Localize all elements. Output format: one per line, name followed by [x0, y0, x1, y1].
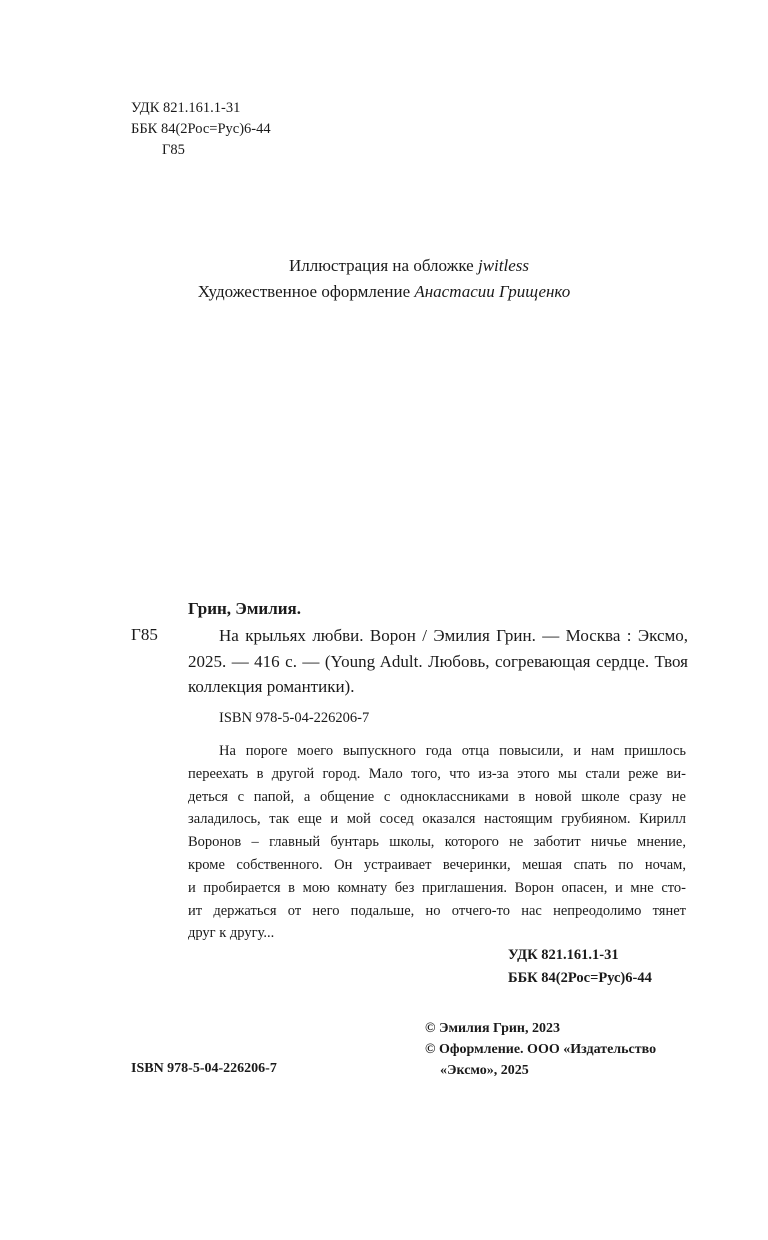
illustration-credit [0, 253, 768, 279]
illustration-label: Иллюстрация на обложке [288, 256, 474, 275]
copyright-author: © Эмилия Грин, 2023 [425, 1021, 560, 1036]
copyright-design-cont: «Эксмо», 2025 [440, 1063, 529, 1078]
record-author-sign: Г85 [131, 625, 158, 644]
design-label: Художественное оформление [197, 282, 411, 301]
annotation-line: и пробирается в мою комнату без приглашения. Ворон опасен, и мне сто- [188, 879, 686, 896]
annotation-line: заладилось, так еще и мой сосед оказался настоящим грубияном. Кирилл [188, 811, 686, 828]
record-isbn: ISBN 978-5-04-226206-7 [219, 710, 370, 726]
annotation-line: переехать в другой город. Мало того, что из-за этого мы стали реже ви- [188, 765, 686, 782]
bbk-code: ББК 84(2Рос=Рус)6-44 [131, 121, 271, 137]
illustrator-name: jwitless [477, 256, 529, 275]
annotation-line: Воронов – главный бунтарь школы, которого не заботит ничье мнение, [188, 834, 686, 851]
isbn-bottom: ISBN 978-5-04-226206-7 [131, 1061, 277, 1076]
annotation-line: ит держаться от него подальше, но отчего-то нас непреодолимо тянет [188, 902, 686, 919]
record-author: Грин, Эмилия. [188, 599, 301, 618]
author-sign: Г85 [162, 142, 185, 158]
annotation [188, 740, 686, 945]
bibliographic-description: На крыльях любви. Ворон / Эмилия Грин. — Москва : Эксмо, 2025. — 416 с. — (Young Adult. Любовь, согревающая сердце. Твоя коллекция романтики). [188, 626, 688, 696]
copyright-block [425, 1018, 656, 1081]
udk-code: УДК 821.161.1-31 [131, 100, 241, 116]
annotation-line: друг к другу... [188, 925, 275, 942]
bbk-code-bottom: ББК 84(2Рос=Рус)6-44 [508, 970, 652, 986]
design-credit [0, 279, 768, 305]
top-classification [131, 98, 271, 161]
annotation-line: деться с папой, а общение с одноклассниками в новой школе сразу не [188, 788, 686, 805]
annotation-line: кроме собственного. Он устраивает вечеринки, мешая спать по ночам, [188, 856, 686, 873]
designer-name: Анастасии Грищенко [414, 282, 571, 301]
cover-credits [0, 253, 768, 305]
bottom-classification [508, 944, 652, 990]
copyright-design: © Оформление. ООО «Издательство [425, 1042, 657, 1057]
annotation-line: На пороге моего выпускного года отца повысили, и нам пришлось [219, 743, 686, 759]
udk-code-bottom: УДК 821.161.1-31 [508, 947, 619, 963]
